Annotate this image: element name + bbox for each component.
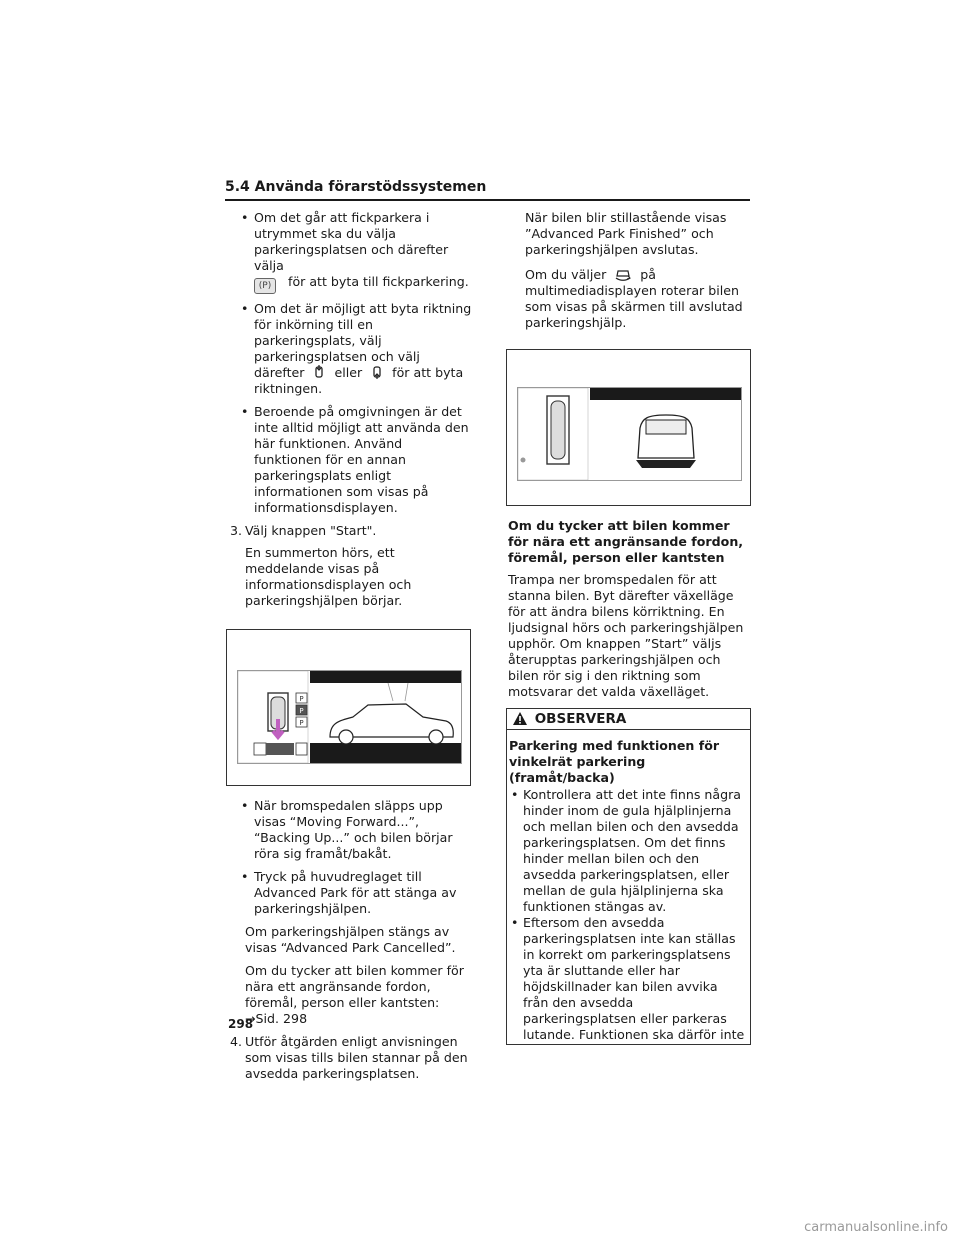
right-column — [508, 210, 753, 1045]
observera-subtitle: Parkering med funktionen för vinkelrät parkering (framåt/backa) — [509, 738, 720, 785]
rotate-text-b: på multimediadisplayen roterar bilen som visas på skärmen till avslutad parkeringshjälp. — [525, 267, 743, 330]
bullet-text-2: för att byta riktningen. — [254, 365, 464, 396]
bullet-dot: • — [241, 210, 249, 225]
step-number: 4. — [230, 1034, 243, 1049]
bullet-text: När bromspedalen släpps upp visas “Moving Forward...”, “Backing Up...” och bilen börjar röra sig framåt/bakåt. — [254, 798, 453, 861]
start-button — [266, 743, 294, 755]
warning-icon — [513, 712, 527, 725]
bullet-text: Om det går att fickparkera i utrymmet ska du välja parkeringsplatsen och därefter välja — [254, 210, 449, 273]
p-label-1: P — [299, 695, 304, 703]
bullet-text: Eftersom den avsedda parkeringsplatsen inte kan ställas in korrekt om parkeringsplatsens yta är sluttande eller har höjdskillnader kan bilen avvika från den avsedda parkeringsplatsen eller parkeras lutande. Funktionen ska därför inte — [523, 915, 745, 1042]
cancelled-paragraph: Om parkeringshjälpen stängs av visas “Advanced Park Cancelled”. — [245, 924, 456, 955]
page-number: 298 — [228, 1017, 254, 1031]
bullet-dot: • — [241, 301, 249, 316]
step-4 — [228, 1034, 473, 1082]
bullet-dot: • — [241, 798, 249, 813]
or-text: eller — [334, 365, 363, 380]
bullet-dot: • — [511, 787, 519, 802]
figure-parking-finished — [506, 349, 751, 506]
observera-body — [507, 730, 750, 1043]
brake-instruction: Trampa ner bromspedalen för att stanna bilen. Byt därefter växelläge för att ändra bilens körriktning. En ljudsignal hörs och parkeringshjälpen upphör. Om knappen ”Start” väljs återupptas parkeringshjälpen och bilen rör sig i den riktning som motsvarar det valda växelläget. — [508, 572, 744, 699]
bullet-brake-release — [228, 798, 473, 862]
bullet-text: Tryck på huvudreglaget till Advanced Park för att stänga av parkeringshjälpen. — [254, 869, 457, 916]
bullet-text: Beroende på omgivningen är det inte alltid möjligt att använda den här funktionen. Använd funktionen för en annan parkeringsplats enligt informationen som visas på informationsdisplayen. — [254, 404, 469, 515]
bullet-change-direction — [228, 301, 473, 397]
observera-title: OBSERVERA — [534, 711, 627, 727]
observera-box — [506, 708, 751, 1045]
forward-entry-icon — [312, 365, 326, 379]
rotate-car-icon — [614, 265, 632, 281]
step-text: Välj knappen "Start". — [245, 523, 377, 538]
bullet-dot: • — [241, 404, 249, 419]
rotate-text-a: Om du väljer — [525, 267, 607, 282]
watermark: carmanualsonline.info — [804, 1220, 948, 1235]
observera-header — [507, 709, 750, 730]
section-header: 5.4 Använda förarstödssystemen — [225, 178, 750, 201]
figure-parking-start — [226, 629, 471, 786]
bullet-environment-note — [228, 404, 473, 516]
rotate-paragraph — [508, 265, 753, 331]
bullet-text-2: för att byta till fickparkering. — [288, 274, 469, 289]
step-3 — [228, 523, 473, 539]
finished-paragraph: När bilen blir stillastående visas ”Advanced Park Finished” och parkeringshjälpen avslutas. — [525, 210, 727, 257]
observera-bullet — [509, 787, 746, 915]
bullet-dot: • — [241, 869, 249, 884]
direction-icon-button — [254, 743, 266, 755]
p-label-3: P — [299, 719, 304, 727]
step-text: Utför åtgärden enligt anvisningen som visas tills bilen stannar på den avsedda parkeringsplatsen. — [245, 1034, 468, 1081]
bullet-dot: • — [511, 915, 519, 930]
too-close-heading: Om du tycker att bilen kommer för nära ett angränsande fordon, föremål, person eller kantsten — [508, 518, 744, 565]
bullet-text: Kontrollera att det inte finns några hinder inom de gula hjälplinjerna och mellan bilen och den avsedda parkeringsplatsen. Om det finns hinder mellan bilen och den avsedda parkeringsplatsen, eller mellan de gula hjälplinjerna ska funktionen stängas av. — [523, 787, 742, 914]
observera-bullet — [509, 915, 746, 1043]
step-number: 3. — [230, 523, 243, 538]
p-label-2: P — [299, 707, 304, 715]
bullet-pocket-parking — [228, 210, 473, 294]
step-3-detail: En summerton hörs, ett meddelande visas på informationsdisplayen och parkeringshjälpen börjar. — [245, 545, 412, 608]
pocket-parking-icon: (P) — [254, 278, 276, 294]
display-screen — [237, 670, 462, 764]
car-top-view — [551, 401, 565, 459]
left-column — [228, 210, 473, 1088]
bullet-text: Om det är möjligt att byta riktning för inkörning till en parkeringsplats, välj parkeringsplatsen och välj därefter — [254, 301, 472, 380]
display-screen — [517, 387, 742, 481]
too-close-paragraph: Om du tycker att bilen kommer för nära ett angränsande fordon, föremål, person eller kantsten: →Sid. 298 — [245, 963, 464, 1026]
bullet-main-switch — [228, 869, 473, 917]
reverse-entry-icon — [370, 365, 384, 379]
